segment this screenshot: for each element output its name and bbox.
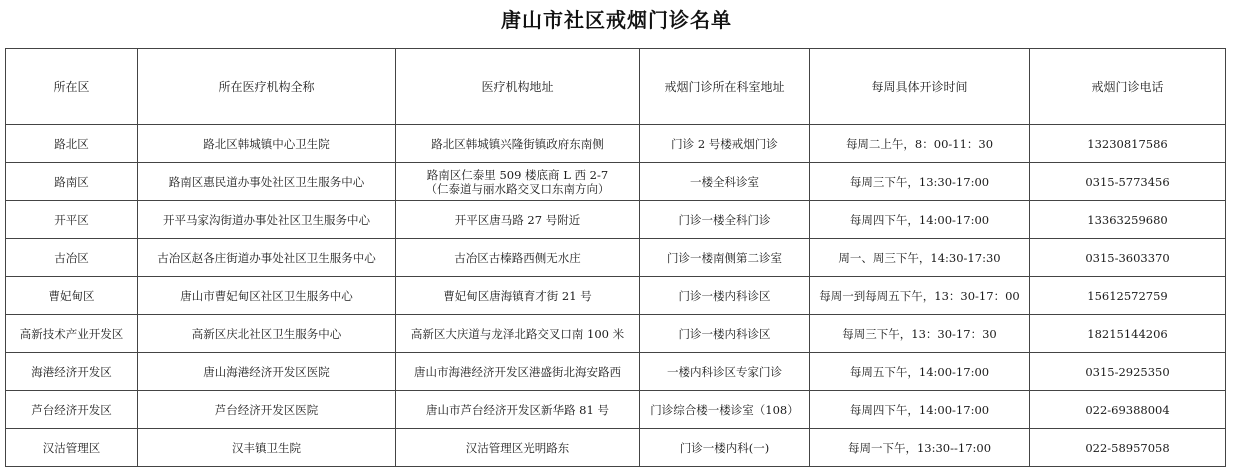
header-department: 戒烟门诊所在科室地址: [640, 49, 810, 125]
cell-department: 门诊一楼内科诊区: [640, 277, 810, 315]
table-row: [6, 429, 1226, 467]
cell-department: 一楼内科诊区专家门诊: [640, 353, 810, 391]
cell-phone: 13363259680: [1030, 201, 1226, 239]
cell-institution: 唐山海港经济开发区医院: [138, 353, 396, 391]
cell-address: [396, 353, 640, 391]
cell-district: 海港经济开发区: [6, 353, 138, 391]
cell-address-line: 路南区仁泰里 509 楼底商 L 西 2-7: [426, 167, 609, 182]
cell-phone: 0315-2925350: [1030, 353, 1226, 391]
cell-institution: 路北区韩城镇中心卫生院: [138, 125, 396, 163]
cell-address-line: 唐山市芦台经济开发区新华路 81 号: [426, 402, 609, 417]
cell-institution: 唐山市曹妃甸区社区卫生服务中心: [138, 277, 396, 315]
cell-district: 曹妃甸区: [6, 277, 138, 315]
table-row: [6, 163, 1226, 201]
table-row: [6, 125, 1226, 163]
cell-phone: 022-69388004: [1030, 391, 1226, 429]
cell-phone: 18215144206: [1030, 315, 1226, 353]
cell-institution: 高新区庆北社区卫生服务中心: [138, 315, 396, 353]
cell-department: 门诊一楼南侧第二诊室: [640, 239, 810, 277]
table-row: [6, 391, 1226, 429]
cell-address-line: 路北区韩城镇兴隆街镇政府东南侧: [431, 136, 604, 151]
header-phone: 戒烟门诊电话: [1030, 49, 1226, 125]
table-row: [6, 239, 1226, 277]
table-header-row: [6, 49, 1226, 125]
cell-department: 门诊一楼内科诊区: [640, 315, 810, 353]
clinic-table: [5, 48, 1226, 467]
header-institution: 所在医疗机构全称: [138, 49, 396, 125]
table-row: [6, 315, 1226, 353]
cell-district: 路南区: [6, 163, 138, 201]
cell-phone: 022-58957058: [1030, 429, 1226, 467]
cell-hours: 每周五下午，14:00-17:00: [810, 353, 1030, 391]
cell-address-line: 高新区大庆道与龙泽北路交叉口南 100 米: [410, 326, 625, 341]
table-row: [6, 277, 1226, 315]
header-hours: 每周具体开诊时间: [810, 49, 1030, 125]
cell-department: 门诊 2 号楼戒烟门诊: [640, 125, 810, 163]
cell-phone: 0315-3603370: [1030, 239, 1226, 277]
cell-hours: 周一、周三下午，14:30-17:30: [810, 239, 1030, 277]
cell-district: 汉沽管理区: [6, 429, 138, 467]
table-body: [6, 125, 1226, 467]
cell-phone: 15612572759: [1030, 277, 1226, 315]
cell-institution: 开平马家沟街道办事处社区卫生服务中心: [138, 201, 396, 239]
cell-hours: 每周二上午，8：00-11：30: [810, 125, 1030, 163]
cell-district: 路北区: [6, 125, 138, 163]
cell-district: 芦台经济开发区: [6, 391, 138, 429]
cell-institution: 芦台经济开发区医院: [138, 391, 396, 429]
cell-department: 门诊一楼内科(一): [640, 429, 810, 467]
cell-hours: 每周一下午，13:30--17:00: [810, 429, 1030, 467]
cell-address-line: 古冶区古榛路西侧无水庄: [454, 250, 581, 265]
cell-address: [396, 163, 640, 201]
cell-district: 开平区: [6, 201, 138, 239]
table-row: [6, 201, 1226, 239]
cell-phone: 0315-5773456: [1030, 163, 1226, 201]
cell-hours: 每周四下午，14:00-17:00: [810, 201, 1030, 239]
table-row: [6, 353, 1226, 391]
cell-address-line: 汉沽管理区光明路东: [465, 440, 570, 455]
cell-institution: 汉丰镇卫生院: [138, 429, 396, 467]
cell-department: 一楼全科诊室: [640, 163, 810, 201]
cell-hours: 每周三下午，13:30-17:00: [810, 163, 1030, 201]
cell-hours: 每周四下午，14:00-17:00: [810, 391, 1030, 429]
page-title: 唐山市社区戒烟门诊名单: [501, 8, 732, 32]
cell-department: 门诊一楼全科门诊: [640, 201, 810, 239]
header-district: 所在区: [6, 49, 138, 125]
cell-address: [396, 391, 640, 429]
header-address: 医疗机构地址: [396, 49, 640, 125]
cell-district: 高新技术产业开发区: [6, 315, 138, 353]
cell-address-line: 开平区唐马路 27 号附近: [454, 212, 581, 227]
cell-address: [396, 201, 640, 239]
cell-address: [396, 239, 640, 277]
cell-institution: 古冶区赵各庄街道办事处社区卫生服务中心: [138, 239, 396, 277]
cell-department: 门诊综合楼一楼诊室（108）: [640, 391, 810, 429]
cell-address: [396, 315, 640, 353]
cell-address-line: （仁泰道与丽水路交叉口东南方向）: [425, 181, 610, 196]
cell-address: [396, 277, 640, 315]
cell-institution: 路南区惠民道办事处社区卫生服务中心: [138, 163, 396, 201]
cell-address-line: 曹妃甸区唐海镇育才街 21 号: [443, 288, 592, 303]
cell-phone: 13230817586: [1030, 125, 1226, 163]
cell-address: [396, 125, 640, 163]
cell-district: 古冶区: [6, 239, 138, 277]
cell-address: [396, 429, 640, 467]
cell-hours: 每周一到每周五下午，13：30-17：00: [810, 277, 1030, 315]
cell-address-line: 唐山市海港经济开发区港盛街北海安路西: [414, 364, 621, 379]
cell-hours: 每周三下午，13：30-17：30: [810, 315, 1030, 353]
